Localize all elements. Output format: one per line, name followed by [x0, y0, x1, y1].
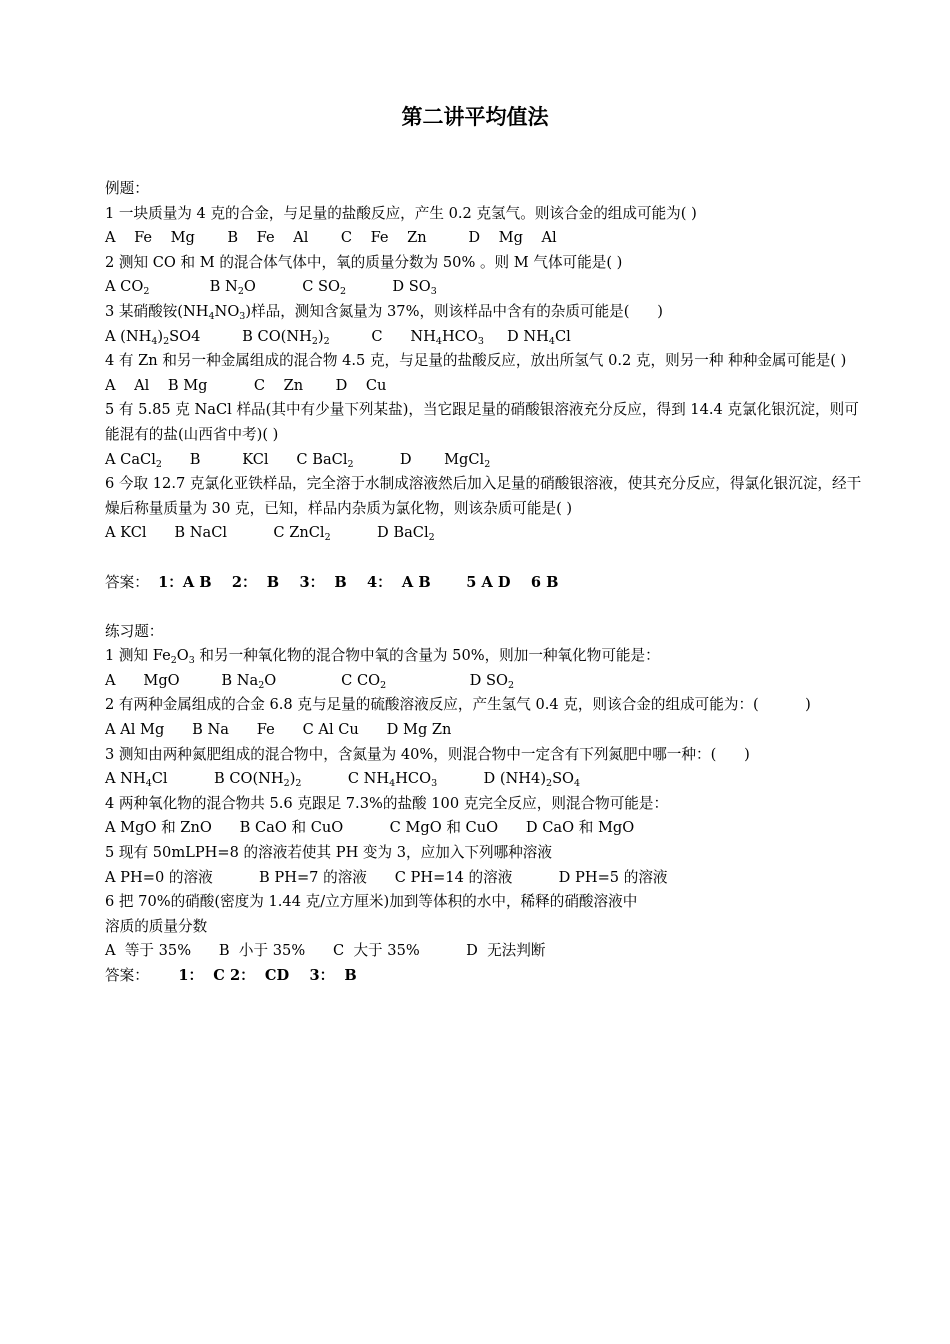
answer-label: 答案：: [105, 573, 149, 591]
practice-q1-options: A MgO B $Na_2O$ C $CO_2$ D $SO_2$: [105, 671, 515, 691]
example-q4: 4 有 Zn 和另一种金属组成的混合物 4.5 克，与足量的盐酸反应，放出所氢气 0.2 克，则另一种 种种金属可能是( ): [105, 352, 847, 370]
practice-q3-options: A $NH_4Cl$ B $CO(NH_2)_2$ C $NH_4HCO_3$ D $(NH4)_2SO_4$: [105, 770, 581, 790]
example-q2: 2 测知 CO 和 M 的混合体气体中，氧的质量分数为 50% 。则 M 气体可能是( ): [105, 253, 623, 271]
example-q5-options: A CaCl$_2$ B KCl C BaCl$_2$ D MgCl$_2$: [105, 450, 491, 470]
document-body: [105, 177, 865, 989]
practice-q4-options: A MgO 和 ZnO B CaO 和 CuO C MgO 和 CuO D CaO 和 MgO: [105, 819, 635, 837]
practice-q1: 1 测知 $Fe_2O_3$ 和另一种氧化物的混合物中氧的含量为 50%，则加一种氧化物可能是：: [105, 647, 660, 667]
practice-heading: 练习题：: [105, 622, 164, 640]
example-q6: 6 今取 12.7 克氯化亚铁样品，完全溶于水制成溶液然后加入足量的硝酸银溶液，使其充分反应，得氯化银沉淀，经干燥后称量质量为 30 克，已知，样品内杂质为氯化物，则该杂质可能是( ): [105, 475, 862, 517]
example-q1-options: A Fe Mg B Fe Al C Fe Zn D Mg Al: [105, 229, 557, 247]
example-q3-options: A $(NH_4)_2SO4$ B $CO(NH_2)_2$ C $NH_4HCO_3$ D $NH_4Cl$: [105, 327, 571, 347]
example-q4-options: A Al B Mg C Zn D Cu: [105, 376, 387, 394]
practice-q6: 6 把 70%的硝酸(密度为 1.44 克/立方厘米)加到等体积的水中，稀释的硝酸溶液中: [105, 893, 638, 911]
practice-answers: [105, 964, 865, 989]
practice-q5-options: A PH=0 的溶液 B PH=7 的溶液 C PH=14 的溶液 D PH=5 的溶液: [105, 868, 668, 886]
answer-values: 1：A B 2： B 3： B 4： A B 5 A D 6 B: [158, 573, 559, 591]
practice-q6-cont: 溶质的质量分数: [105, 917, 208, 935]
practice-q6-options: A 等于 35% B 小于 35% C 大于 35% D 无法判断: [105, 942, 546, 960]
examples-answers: [105, 571, 865, 596]
examples-heading: 例题：: [105, 180, 149, 197]
example-q2-options: A $CO_2$ B $N_2O$ C $SO_2$ D $SO_3$: [105, 278, 437, 298]
practice-q3: 3 测知由两种氮肥组成的混合物中，含氮量为 40%，则混合物中一定含有下列氮肥中哪一种：( ): [105, 745, 750, 763]
page-title: 第二讲平均值法: [401, 105, 549, 129]
example-q5: 5 有 5.85 克 NaCl 样品(其中有少量下列某盐)，当它跟足量的硝酸银溶液充分反应，得到 14.4 克氯化银沉淀，则可能混有的盐(山西省中考)( ): [105, 401, 859, 443]
example-q3: 3 某硝酸铵$(NH_4NO_3)$样品，测知含氮量为 37%，则该样品中含有的杂质可能是( ): [105, 302, 663, 322]
practice-q4: 4 两种氧化物的混合物共 5.6 克跟足 7.3%的盐酸 100 克完全反应，则混合物可能是：: [105, 794, 669, 812]
practice-q5: 5 现有 50mLPH=8 的溶液若使其 PH 变为 3，应加入下列哪种溶液: [105, 844, 552, 862]
answer-label: 答案：: [105, 967, 149, 984]
example-q1: 1 一块质量为 4 克的合金，与足量的盐酸反应，产生 0.2 克氢气。则该合金的组成可能为( ): [105, 204, 697, 222]
answer-values: 1： C 2： CD 3： B: [158, 967, 357, 984]
practice-q2-options: A Al Mg B Na Fe C Al Cu D Mg Zn: [105, 721, 452, 739]
practice-q2: 2 有两种金属组成的合金 6.8 克与足量的硫酸溶液反应，产生氢气 0.4 克，则该合金的组成可能为：( ): [105, 696, 811, 714]
example-q6-options: A KCl B NaCl C ZnCl$_2$ D BaCl$_2$: [105, 524, 435, 544]
